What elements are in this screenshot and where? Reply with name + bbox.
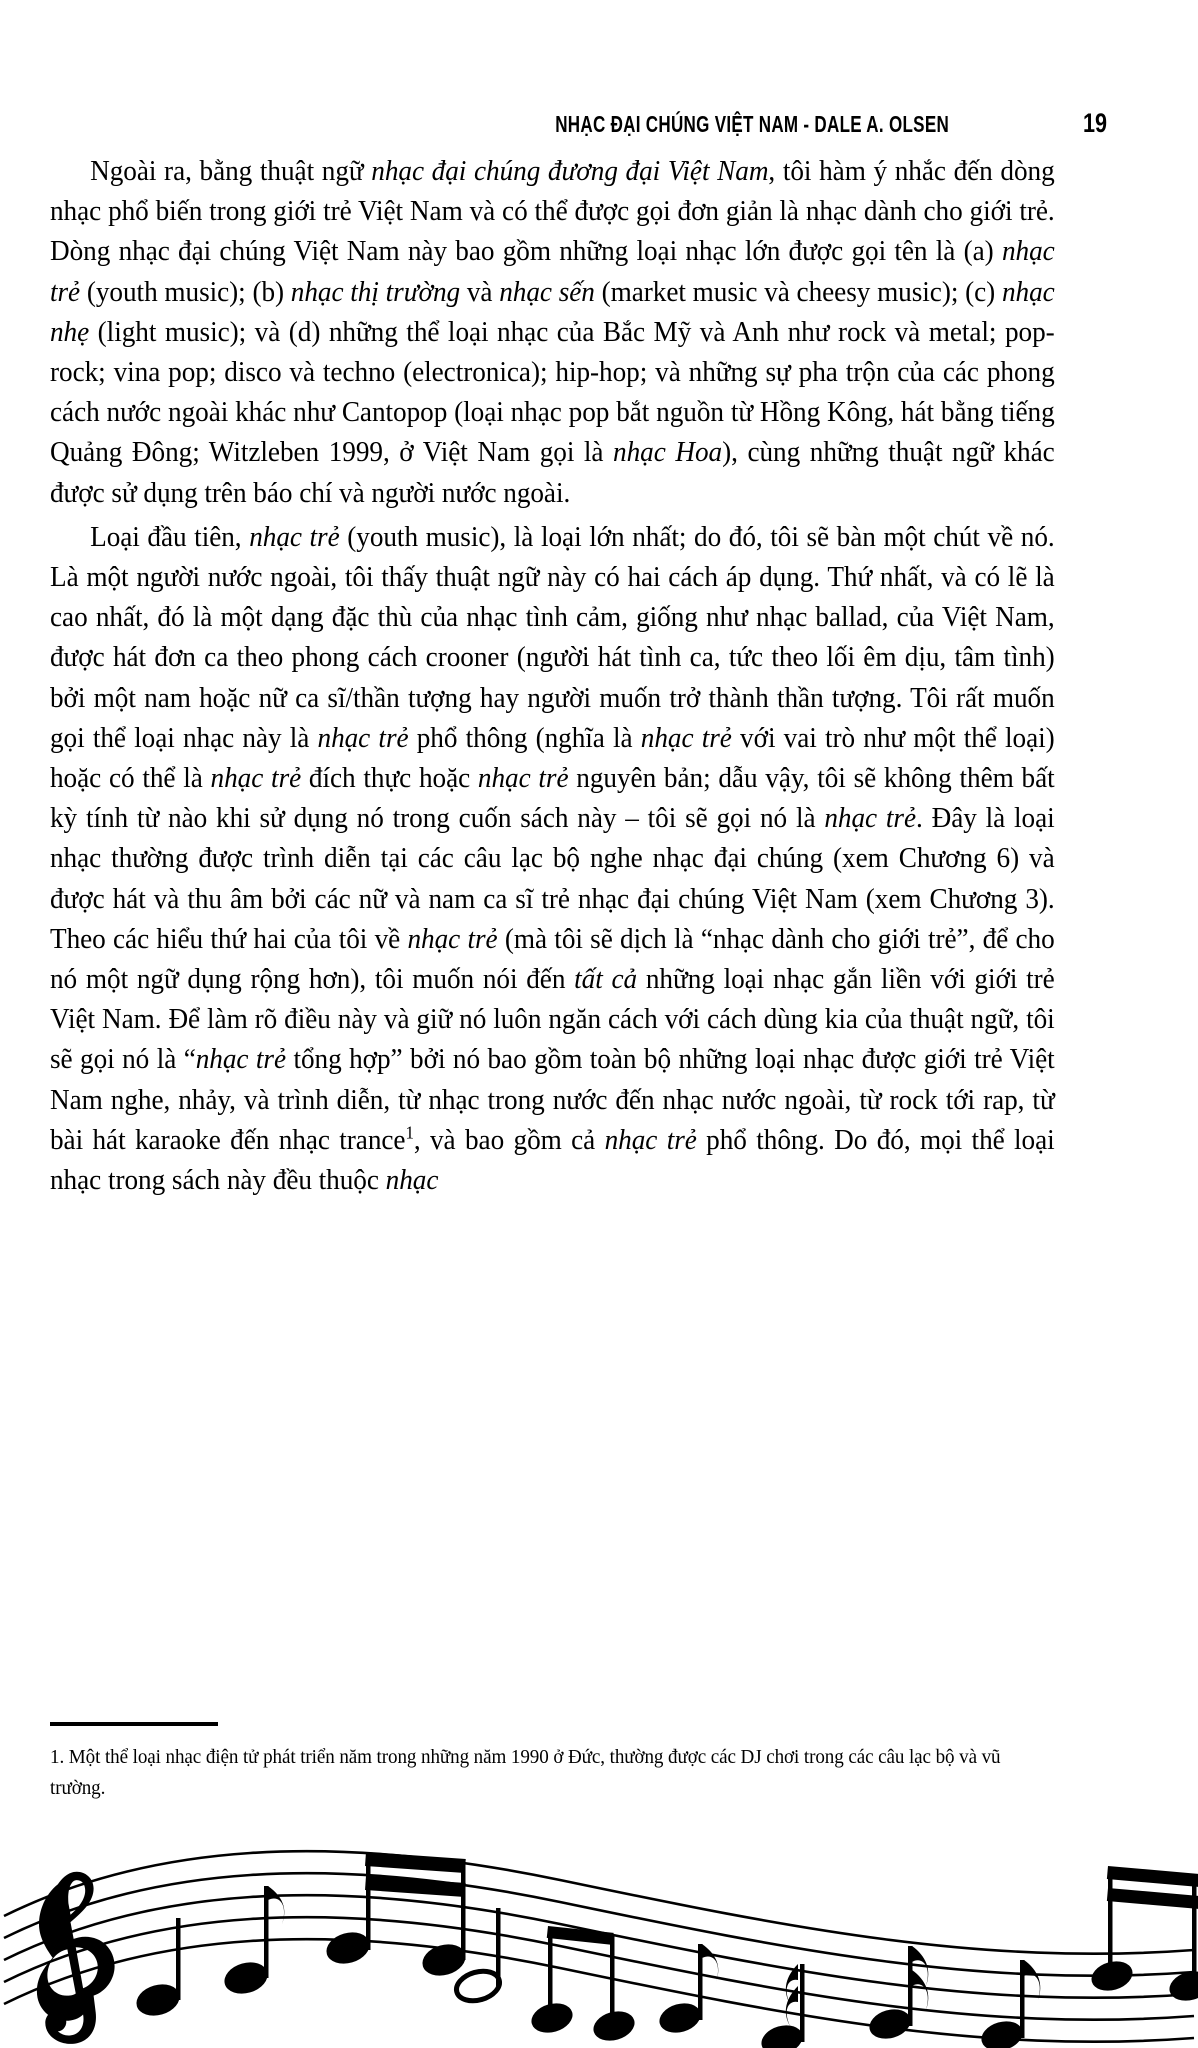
- p2-term-nhac-tre-1: nhạc trẻ: [249, 521, 340, 553]
- p2-seg-3: (youth music), là loại lớn nhất; do đó, tôi sẽ bàn một chút về nó. Là một người nước ngoài, tôi thấy thuật ngữ này có hai cách áp dụng. Thứ nhất, và có lẽ là cao nhất, đó là một dạng đặc thù của nhạc tình cảm, giống như nhạc ballad, của Việt Nam, được hát đơn ca theo phong cách crooner (người hát tình ca, tức theo lối êm dịu, tâm tình) bởi một nam hoặc nữ ca sĩ/thần tượng hay người muốn trở thành thần tượng. Tôi rất muốn gọi thể loại nhạc này là: [50, 521, 1055, 754]
- p1-seg-11: (light music); và (d) những thể loại nhạc của Bắc Mỹ và Anh như rock và metal; pop-rock; vina pop; disco và techno (electronica); hip-hop; và những sự pha trộn của các phong cách nước ngoài khác như Cantopop (loại nhạc pop bắt nguồn từ Hồng Kông, hát bằng tiếng Quảng Đông; Witzleben 1999, ở Việt Nam gọi là: [50, 316, 1055, 469]
- p2-term-nhac-tre-4: nhạc trẻ: [210, 763, 302, 795]
- p1-term-nhac-thi-truong: nhạc thị trường: [290, 276, 461, 308]
- p2-term-nhac-tre-8: nhạc trẻ: [195, 1044, 286, 1076]
- p1-seg-3: , tôi hàm ý nhắc đến dòng nhạc phổ biến trong giới trẻ Việt Nam và có thể được gọi đơn giản là nhạc dành cho giới trẻ. Dòng nhạc đại chúng Việt Nam này bao gồm những loại nhạc lớn được gọi tên là (a): [50, 156, 1055, 268]
- p2-term-nhac-trailing: nhạc: [385, 1165, 439, 1197]
- footnote-reference-marker[interactable]: 1: [405, 1122, 414, 1143]
- p2-term-nhac-tre-9: nhạc trẻ: [604, 1124, 697, 1156]
- p1-seg-7: và: [460, 276, 500, 308]
- p1-term-nhac-dai-chung-duong-dai: nhạc đại chúng đương đại Việt Nam: [371, 156, 769, 187]
- p2-seg-19: tổng hợp” bởi nó bao gồm toàn bộ những loại nhạc được giới trẻ Việt Nam nghe, nhảy, và trình diễn, từ nhạc trong nước đến nhạc nước ngoài, từ rock tới rap, từ bài hát karaoke đến nhạc trance: [50, 1044, 1055, 1156]
- p2-term-nhac-tre-5: nhạc trẻ: [477, 763, 569, 795]
- footnote-area: [50, 1722, 1102, 1804]
- p1-seg-5: (youth music); (b): [80, 276, 291, 308]
- p2-seg-7: với vai trò như một thể loại) hoặc có thể là: [50, 722, 1055, 795]
- paragraph-1: [50, 152, 1055, 514]
- p2-seg-17: những loại nhạc gắn liền với giới trẻ Việt Nam. Để làm rõ điều này và giữ nó luôn ngăn cách với cách dùng kia của thuật ngữ, tôi sẽ gọi nó là “: [50, 964, 1055, 1076]
- p1-term-nhac-tre: nhạc trẻ: [50, 236, 1055, 308]
- p2-term-nhac-tre-3: nhạc trẻ: [640, 722, 732, 754]
- p2-term-nhac-tre-7: nhạc trẻ: [407, 923, 498, 955]
- p2-seg-21: , và bao gồm cả: [413, 1124, 605, 1156]
- p2-seg-5: phổ thông (nghĩa là: [408, 722, 641, 754]
- p2-seg-23: phổ thông. Do đó, mọi thể loại nhạc trong sách này đều thuộc: [50, 1124, 1055, 1197]
- p1-term-nhac-hoa: nhạc Hoa: [613, 437, 723, 469]
- p2-term-nhac-tre-2: nhạc trẻ: [317, 722, 409, 754]
- staff-lines: [4, 1851, 1194, 2042]
- p1-seg-9: (market music và cheesy music); (c): [594, 276, 1002, 308]
- p2-term-nhac-tre-6: nhạc trẻ: [824, 803, 916, 835]
- p2-seg-15: (mà tôi sẽ dịch là “nhạc dành cho giới trẻ”, để cho nó một ngữ dụng rộng hơn), tôi muốn nói đến: [50, 923, 1055, 996]
- running-head: [0, 108, 1110, 142]
- running-head-title: NHẠC ĐẠI CHÚNG VIỆT NAM - DALE A. OLSEN: [554, 111, 949, 137]
- beamed-sixteenth-pair: [365, 1852, 469, 1980]
- p1-term-nhac-sen: nhạc sến: [499, 276, 595, 308]
- sixteenth-note-right-1: [758, 1964, 806, 2048]
- p1-seg-1: Ngoài ra, bằng thuật ngữ: [90, 156, 372, 187]
- footnote-1: 1. Một thể loại nhạc điện tử phát triển năm trong những năm 1990 ở Đức, thường được các DJ chơi trong các câu lạc bộ và vũ trường.: [50, 1746, 1001, 1799]
- p2-term-tat-ca: tất cả: [574, 964, 638, 996]
- p1-term-nhac-nhe: nhạc nhẹ: [50, 276, 1055, 348]
- footnote-separator-rule: [50, 1722, 218, 1726]
- p2-seg-13: . Đây là loại nhạc thường được trình diễn tại các câu lạc bộ nghe nhạc đại chúng (xem Chương 6) và được hát và thu âm bởi các nữ và nam ca sĩ trẻ nhạc đại chúng Việt Nam (xem Chương 3). Theo các hiểu thứ hai của tôi về: [50, 803, 1055, 955]
- p2-seg-11: nguyên bản; dẫu vậy, tôi sẽ không thêm bất kỳ tính từ nào khi sử dụng nó trong cuốn sách này – tôi sẽ gọi nó là: [50, 763, 1055, 835]
- p2-seg-1: Loại đầu tiên,: [90, 521, 250, 553]
- text-column: [50, 152, 1102, 1205]
- p2-seg-9: đích thực hoặc: [301, 763, 478, 795]
- beamed-pair-right-2: [1088, 1866, 1198, 2005]
- page-number: 19: [1082, 108, 1107, 138]
- p1-seg-13: ), cùng những thuật ngữ khác được sử dụng trên báo chí và người nước ngoài.: [50, 437, 1055, 509]
- musical-staff-ornament: [0, 1838, 1198, 2048]
- paragraph-2: [50, 518, 1055, 1201]
- treble-clef-icon: [37, 1872, 115, 2044]
